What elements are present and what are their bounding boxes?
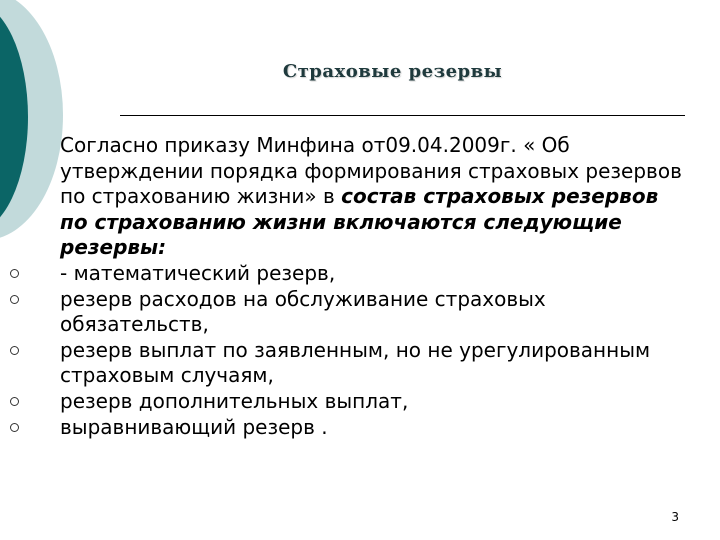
- intro-emphasis: состав страховых резервов по страхованию жизни включаются следующие резервы:: [60, 184, 659, 260]
- list-item: [60, 261, 690, 287]
- title-divider: [120, 115, 685, 116]
- circle-bullet-icon: [10, 346, 19, 355]
- intro-paragraph: [60, 133, 690, 261]
- list-item-text: резерв расходов на обслуживание страховых обязательств,: [60, 286, 546, 337]
- list-item-text: резерв дополнительных выплат,: [60, 388, 409, 413]
- circle-bullet-icon: [10, 423, 19, 432]
- page-number: 3: [671, 510, 679, 524]
- list-item: [60, 415, 690, 441]
- list-item-text: - математический резерв,: [60, 260, 336, 285]
- list-item: [60, 287, 690, 338]
- list-item-text: резерв выплат по заявленным, но не урегулированным страховым случаям,: [60, 337, 651, 388]
- circle-bullet-icon: [10, 397, 19, 406]
- circle-bullet-icon: [10, 295, 19, 304]
- list-item: [60, 338, 690, 389]
- list-item: [60, 389, 690, 415]
- slide-title: Страховые резервы: [282, 61, 503, 82]
- circle-bullet-icon: [10, 269, 19, 278]
- slide-body: [60, 133, 690, 440]
- reserve-list: [60, 261, 690, 440]
- intro-text: Согласно приказу Минфина от09.04.2009г. « Об утверждении порядка формирования страховых резервов по страхованию жизни» в: [60, 133, 682, 209]
- list-item-text: выравнивающий резерв .: [60, 414, 328, 439]
